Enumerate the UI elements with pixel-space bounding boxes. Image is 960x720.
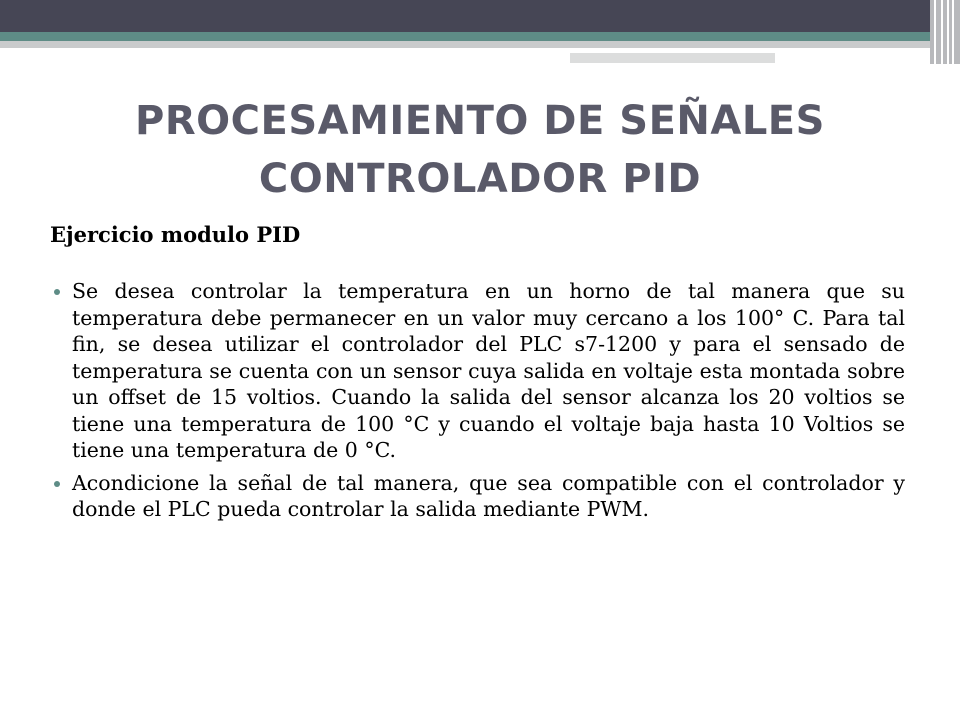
bullet-text: Acondicione la señal de tal manera, que sea compatible con el controlador y donde el PLC pueda controlar la salida mediante PWM. — [72, 470, 905, 521]
header-gray-lower-bar — [570, 53, 775, 63]
bullet-item — [50, 278, 905, 464]
bullet-dot-icon — [54, 289, 60, 295]
header-gray-bar — [0, 41, 930, 48]
slide-subheading: Ejercicio modulo PID — [50, 222, 301, 247]
bullet-dot-icon — [54, 481, 60, 487]
header-right-stripe — [952, 0, 954, 64]
slide-title — [60, 92, 900, 208]
slide-title-line-1: PROCESAMIENTO DE SEÑALES — [135, 98, 825, 144]
header-dark-bar — [0, 0, 960, 32]
header-right-stripe — [941, 0, 943, 64]
bullet-list — [50, 278, 905, 529]
bullet-item — [50, 470, 905, 523]
header-right-stripe — [947, 0, 949, 64]
slide-title-line-2: CONTROLADOR PID — [258, 156, 702, 202]
bullet-text: Se desea controlar la temperatura en un horno de tal manera que su temperatura debe permanecer en un valor muy cercano a los 100° C. Para tal fin, se desea utilizar el controlador del PLC s7-1200 y para el sensado de temperatura se cuenta con un sensor cuya salida en voltaje esta montada sobre un offset de 15 voltios. Cuando la salida del sensor alcanza los 20 voltios se tiene una temperatura de 100 °C y cuando el voltaje baja hasta 10 Voltios se tiene una temperatura de 0 °C. — [72, 279, 905, 462]
header-teal-bar — [0, 32, 930, 41]
header-right-stripe — [934, 0, 936, 64]
